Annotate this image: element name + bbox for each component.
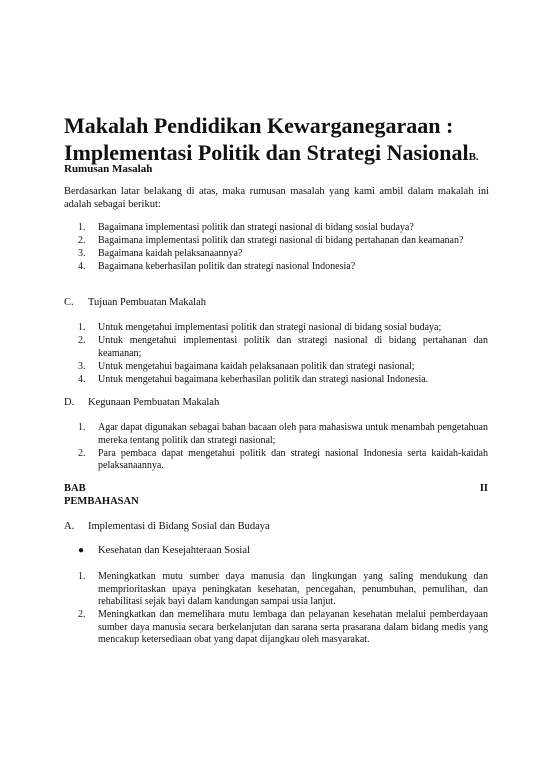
list-item [64, 235, 488, 248]
list-number: 2. [78, 335, 86, 346]
title-text: Makalah Pendidikan Kewarganegaraan : Implementasi Politik dan Strategi Nasional [64, 113, 469, 165]
list-item [64, 261, 488, 274]
list-item [64, 422, 488, 447]
list-number: 4. [78, 373, 86, 385]
rumusan-list [64, 222, 488, 274]
tujuan-heading [64, 297, 206, 308]
rumusan-heading: Rumusan Masalah [64, 163, 153, 175]
list-number: 4. [78, 261, 86, 272]
kesehatan-list [64, 571, 488, 647]
list-item [64, 322, 488, 335]
heading-text: Kegunaan Pembuatan Makalah [88, 397, 220, 408]
heading-text: Implementasi di Bidang Sosial dan Budaya [88, 521, 270, 532]
list-text: Untuk mengetahui implementasi politik dan strategi nasional di bidang pertahanan dan keamanan; [98, 335, 488, 359]
list-text: Agar dapat digunakan sebagai bahan bacaan oleh para mahasiswa untuk menambah pengetahuan mereka tentang politik dan strategi nasional; [98, 422, 488, 446]
list-text: Bagaimana kaidah pelaksanaannya? [98, 248, 243, 259]
list-item [64, 335, 488, 360]
tujuan-list [64, 322, 488, 387]
bullet-text: Kesehatan dan Kesejahteraan Sosial [98, 545, 250, 556]
bab-label: BAB [64, 483, 86, 494]
list-number: 2. [78, 235, 86, 246]
bullet-icon: ● [78, 545, 85, 556]
heading-text: Tujuan Pembuatan Makalah [88, 297, 207, 308]
list-number: 1. [78, 222, 86, 233]
list-number: 1. [78, 422, 86, 433]
list-item [64, 248, 488, 261]
list-item [64, 609, 488, 647]
heading-letter: C. [64, 297, 74, 308]
list-item [64, 374, 488, 387]
list-number: 3. [78, 248, 86, 259]
list-text: Untuk mengetahui bagaimana keberhasilan politik dan strategi nasional Indonesia. [98, 373, 429, 385]
list-text: Bagaimana implementasi politik dan strategi nasional di bidang pertahanan dan keamanan? [98, 235, 464, 246]
section-a-heading [64, 521, 270, 532]
list-text: Meningkatkan dan memelihara mutu lembaga dan pelayanan kesehatan melalui pemberdayaan sumber daya manusia secara berkelanjutan dan sarana serta prasarana dalam bidang medis yang mencakup ketersediaan obat yang dapat dijangkau oleh masyarakat. [98, 609, 488, 645]
bab-number: II [479, 483, 488, 494]
rumusan-intro: Berdasarkan latar belakang di atas, maka rumusan masalah yang kami ambil dalam makalah ini adalah sebagai berikut: [64, 186, 489, 210]
kegunaan-list [64, 422, 488, 473]
title-suffix: B. [468, 151, 479, 163]
list-number: 1. [78, 571, 86, 582]
list-text: Bagaimana keberhasilan politik dan strategi nasional Indonesia? [98, 261, 356, 272]
heading-letter: D. [64, 397, 75, 408]
list-number: 3. [78, 360, 86, 372]
list-item [64, 448, 488, 473]
list-item [64, 361, 488, 374]
bab-title: PEMBAHASAN [64, 496, 139, 507]
list-item [64, 222, 488, 235]
list-number: 1. [78, 322, 86, 333]
list-text: Untuk mengetahui implementasi politik dan strategi nasional di bidang sosial budaya; [98, 322, 442, 333]
list-item [64, 571, 488, 609]
list-number: 2. [78, 609, 86, 620]
bullet-item [78, 545, 250, 556]
bab-heading [64, 483, 488, 494]
heading-letter: A. [64, 521, 75, 532]
list-text: Untuk mengetahui bagaimana kaidah pelaksanaan politik dan strategi nasional; [98, 360, 415, 372]
kegunaan-heading [64, 397, 219, 408]
list-text: Para pembaca dapat mengetahui politik dan strategi nasional Indonesia serta kaidah-kaidah pelaksanaannya. [98, 447, 488, 471]
list-number: 2. [78, 447, 86, 459]
list-text: Bagaimana implementasi politik dan strategi nasional di bidang sosial budaya? [98, 222, 414, 233]
list-text: Meningkatkan mutu sumber daya manusia dan lingkungan yang saling mendukung dan memprioritaskan upaya peningkatan kesehatan, pencegahan, penumbuhan, pemulihan, dan rehabilitasi sejak bayi dalam kandungan sampai usia lanjut. [98, 571, 488, 607]
